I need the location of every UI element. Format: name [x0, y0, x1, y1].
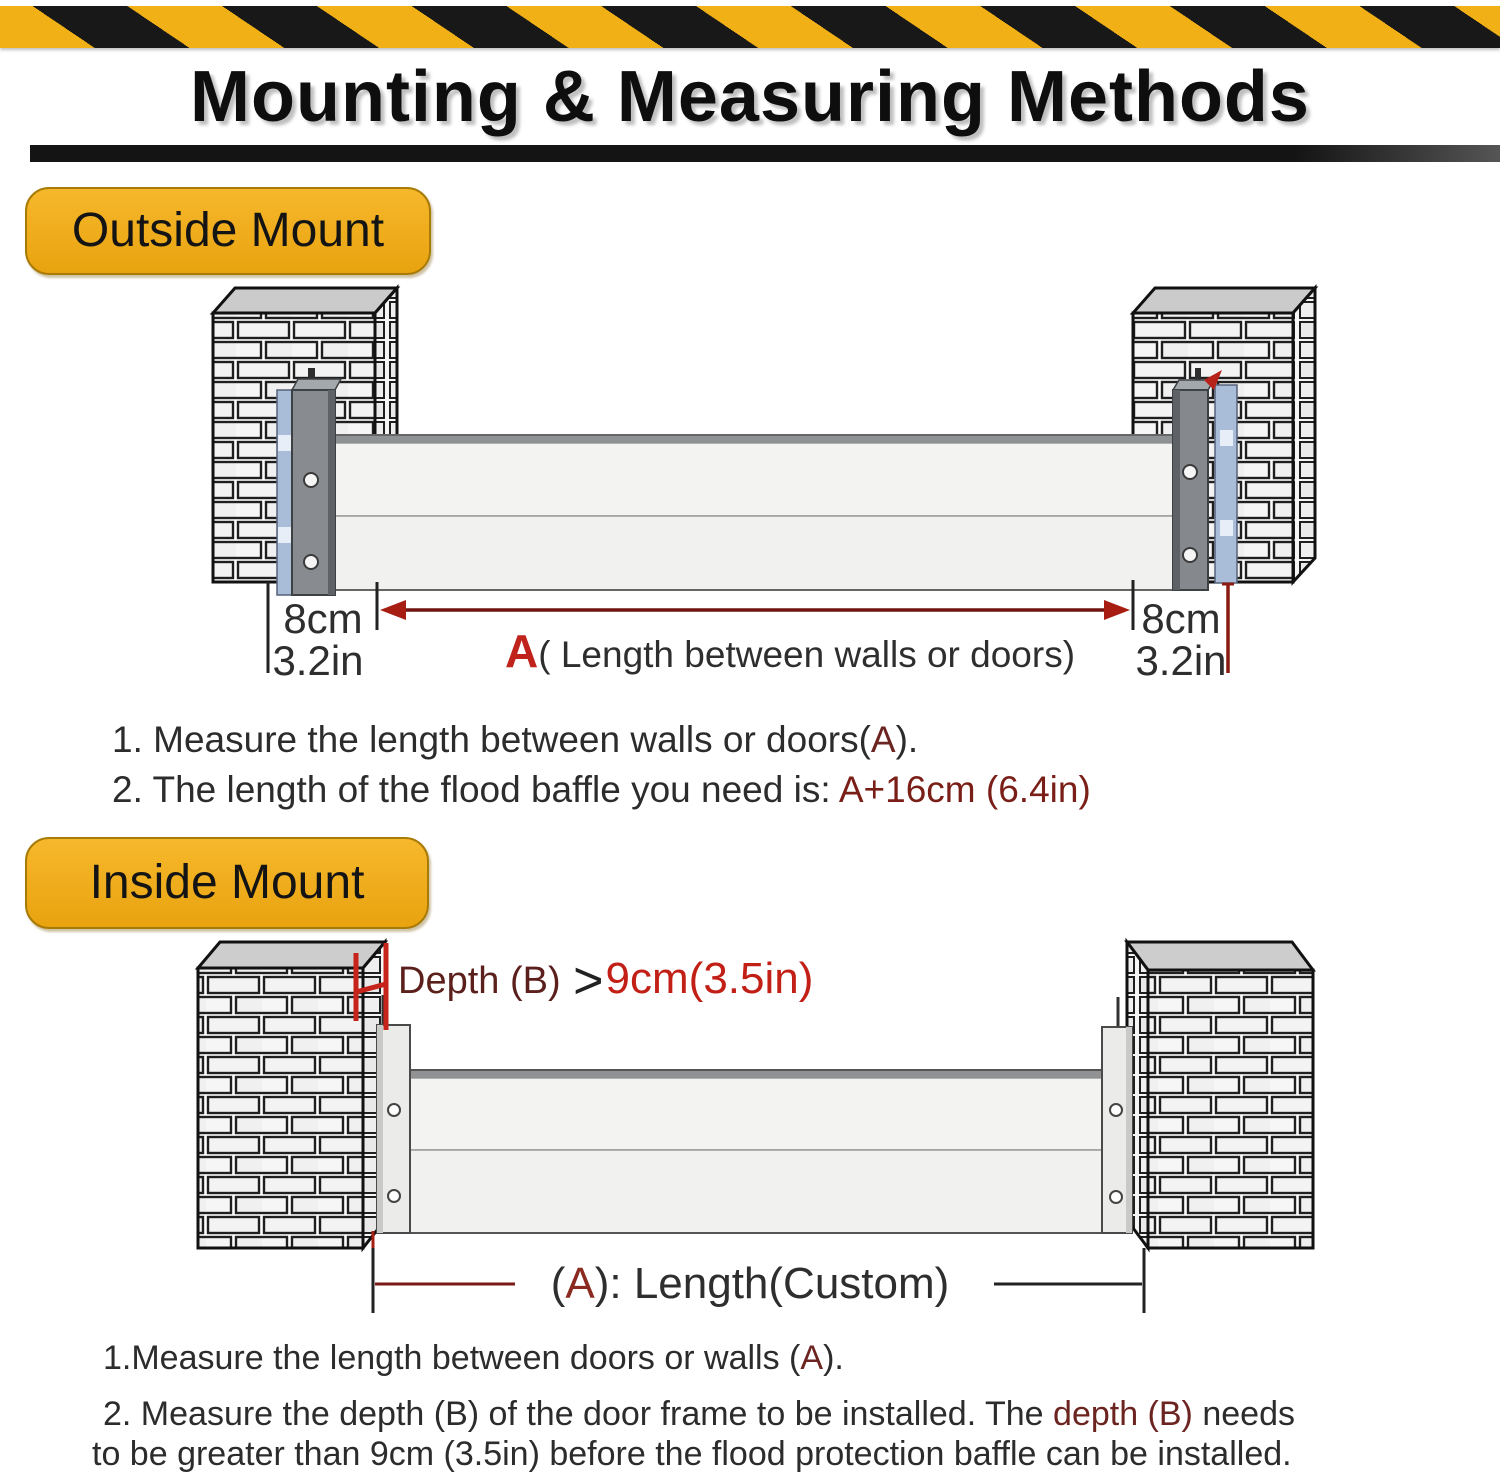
title-underline-bar [30, 145, 1500, 162]
flood-barrier-outside [335, 435, 1173, 590]
custom-length-label: (A): Length(Custom) [550, 1259, 950, 1308]
channel-bracket-left [377, 995, 410, 1233]
length-A-arrow-icon [380, 600, 1130, 620]
dim-left-cm: 8cm [283, 595, 363, 642]
caution-tape-stripe [0, 6, 1500, 48]
flood-barrier-inside [410, 1070, 1102, 1233]
mounting-bracket-left [292, 368, 341, 595]
label-A: A [505, 625, 539, 677]
outside-step-2: 2. The length of the flood baffle you need is: A+16cm (6.4in) [112, 769, 1091, 810]
inside-step-1: 1.Measure the length between doors or walls (A). [103, 1339, 844, 1377]
dim-right-in: 3.2in [1135, 637, 1227, 684]
gasket-strip-right [1215, 385, 1237, 583]
inside-step-2: 2. Measure the depth (B) of the door frame to be installed. The depth (B) needs [103, 1395, 1295, 1433]
depth-requirement-label: Depth (B) >9cm(3.5in) [398, 952, 814, 1010]
inside-right-pillar [1127, 942, 1313, 1248]
gasket-strip-left [277, 390, 293, 595]
mounting-bracket-right [1173, 368, 1214, 590]
length-between-walls-label: A( Length between walls or doors) [505, 625, 1076, 677]
inside-step-2-cont: to be greater than 9cm (3.5in) before the flood protection baffle can be installed. [92, 1435, 1292, 1473]
dim-right-cm: 8cm [1141, 595, 1221, 642]
channel-bracket-right [1102, 997, 1132, 1233]
page-title: Mounting & Measuring Methods [190, 57, 1310, 137]
dim-left-in: 3.2in [272, 637, 364, 684]
inside-mount-badge: Inside Mount [25, 837, 429, 929]
outside-mount-badge: Outside Mount [25, 187, 431, 275]
outside-step-1: 1. Measure the length between walls or doors(A). [112, 719, 919, 760]
